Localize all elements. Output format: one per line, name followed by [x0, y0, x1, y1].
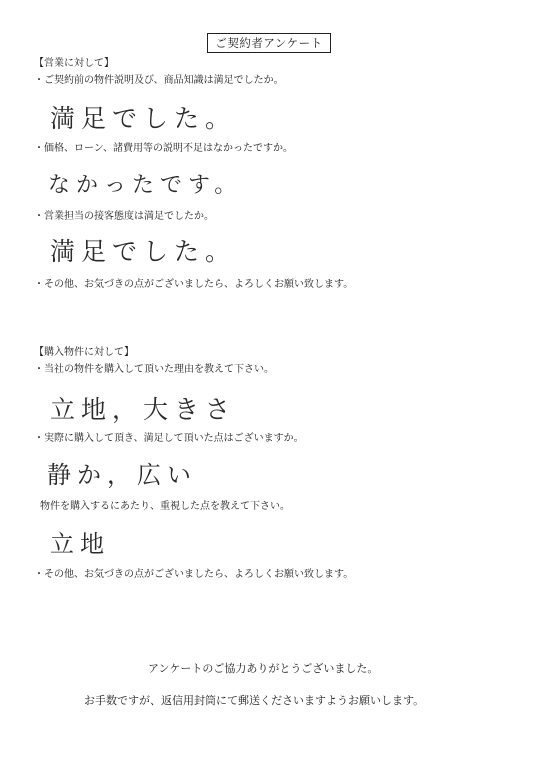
- question-important-points: 物件を購入するにあたり、重視した点を教えて下さい。: [40, 501, 290, 512]
- return-request: お手数ですが、返信用封筒にて郵送くださいますようお願いします。: [84, 694, 425, 707]
- answer-satisfaction-points: 静か，広い: [47, 461, 197, 489]
- question-purchase-reason: ・当社の物件を購入して頂いた理由を教えて下さい。: [34, 364, 274, 375]
- question-other-comments-property: ・その他、お気づきの点がございましたら、よろしくお願い致します。: [34, 569, 354, 580]
- answer-staff-attitude: 満足でした。: [50, 237, 237, 266]
- answer-important-points: 立地: [50, 530, 110, 558]
- answer-purchase-reason: 立地，大きさ: [50, 395, 237, 424]
- question-other-comments-sales: ・その他、お気づきの点がございましたら、よろしくお願い致します。: [34, 279, 354, 290]
- question-staff-attitude: ・営業担当の接客態度は満足でしたか。: [34, 211, 214, 222]
- question-sales-explanation: ・ご契約前の物件説明及び、商品知識は満足でしたか。: [34, 75, 284, 86]
- section-heading-property: 【購入物件に対して】: [34, 347, 134, 358]
- question-price-explanation: ・価格、ローン、諸費用等の説明不足はなかったですか。: [34, 143, 293, 154]
- answer-sales-explanation: 満足でした。: [50, 104, 237, 133]
- thanks-message: アンケートのご協力ありがとうございました。: [148, 662, 379, 675]
- answer-price-explanation: なかったです。: [48, 173, 243, 198]
- question-satisfaction-points: ・実際に購入して頂き、満足して頂いた点はございますか。: [34, 433, 304, 444]
- survey-title: ご契約者アンケート: [207, 33, 331, 53]
- section-heading-sales: 【営業に対して】: [34, 58, 114, 69]
